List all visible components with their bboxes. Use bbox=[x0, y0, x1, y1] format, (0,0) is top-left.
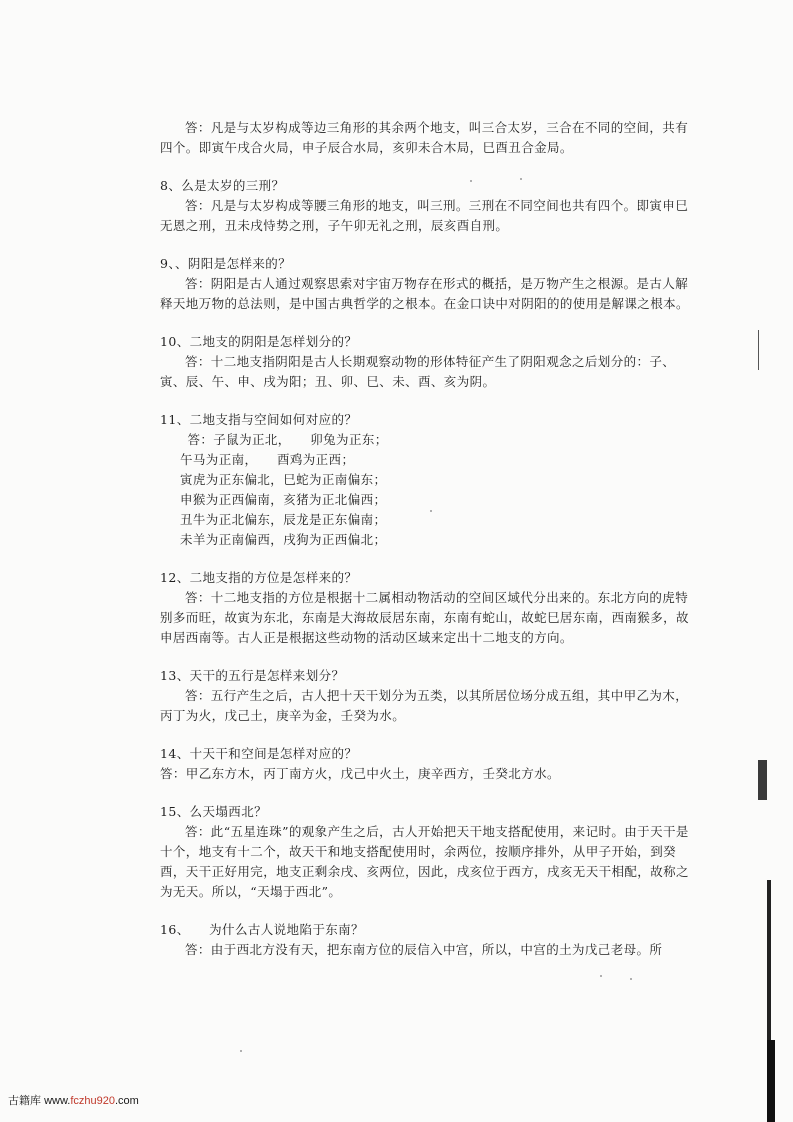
qa-block-9 bbox=[160, 254, 700, 314]
qa-block-8 bbox=[160, 176, 700, 236]
qa-block-16 bbox=[160, 920, 700, 960]
direction-line: 答：子鼠为正北， 卯兔为正东； bbox=[187, 432, 388, 447]
site-name: 古籍库 bbox=[8, 1095, 41, 1107]
scan-mark bbox=[758, 330, 759, 370]
question-heading: 14、十天干和空间是怎样对应的？ bbox=[160, 746, 358, 761]
question-heading: 10、二地支的阴阳是怎样划分的？ bbox=[160, 334, 358, 349]
direction-line: 未羊为正南偏西，戌狗为正西偏北； bbox=[180, 532, 387, 547]
qa-block-14 bbox=[160, 744, 700, 784]
site-url-suffix: .com bbox=[115, 1095, 139, 1107]
direction-line: 寅虎为正东偏北，巳蛇为正南偏东； bbox=[180, 472, 387, 487]
direction-line: 丑牛为正北偏东，辰龙是正东偏南； bbox=[180, 512, 387, 527]
qa-block-13 bbox=[160, 666, 700, 726]
question-heading: 12、二地支指的方位是怎样来的？ bbox=[160, 570, 358, 585]
question-heading: 13、天干的五行是怎样来划分？ bbox=[160, 668, 345, 683]
qa-block-12 bbox=[160, 568, 700, 648]
qa-block-15 bbox=[160, 802, 700, 902]
qa-block-intro bbox=[160, 118, 700, 158]
answer-text: 答：十二地支指的方位是根据十二属相动物活动的空间区域代分出来的。东北方向的虎特别多而旺，故寅为东北，东南是大海故辰居东南，东南有蛇山，故蛇巳居东南，西南猴多，故申居西南等。古人正是根据这些动物的活动区域来定出十二地支的方向。 bbox=[160, 590, 689, 645]
qa-block-11 bbox=[160, 410, 700, 550]
answer-text: 答：此“五星连珠”的观象产生之后，古人开始把天干地支搭配使用，来记时。由于天干是十个，地支有十二个，故天干和地支搭配使用时，余两位，按顺序排外，从甲子开始，到癸酉，天干正好用完，地支正剩余戌、亥两位，因此，戌亥位于西方，戌亥无天干相配，故称之为无天。所以，“天塌于西北”。 bbox=[160, 824, 689, 899]
question-heading: 9、、阴阳是怎样来的？ bbox=[160, 256, 292, 271]
answer-text: 答：凡是与太岁构成等腰三角形的地支，叫三刑。三刑在不同空间也共有四个。即寅申巳无恩之刑，丑未戌恃势之刑，子午卯无礼之刑，辰亥酉自刑。 bbox=[160, 198, 689, 233]
answer-text: 答：凡是与太岁构成等边三角形的其余两个地支，叫三合太岁，三合在不同的空间，共有四个。即寅午戌合火局，申子辰合水局，亥卯未合木局，巳酉丑合金局。 bbox=[160, 120, 689, 155]
question-heading: 15、么天塌西北？ bbox=[160, 804, 268, 819]
question-heading: 8、么是太岁的三刑？ bbox=[160, 178, 285, 193]
watermark-footer bbox=[8, 1092, 139, 1108]
qa-block-10 bbox=[160, 332, 700, 392]
scan-speck bbox=[630, 978, 632, 980]
direction-line: 申猴为正西偏南，亥猪为正北偏西； bbox=[180, 492, 387, 507]
answer-text: 答：由于西北方没有天，把东南方位的辰信入中宫，所以，中宫的土为戊己老母。所 bbox=[185, 942, 663, 957]
question-heading: 16、 为什么古人说地陷于东南？ bbox=[160, 922, 364, 937]
answer-text: 答：甲乙东方木，丙丁南方火，戊己中火土，庚辛西方，壬癸北方水。 bbox=[160, 766, 560, 781]
scan-mark bbox=[767, 1040, 775, 1122]
direction-line: 午马为正南， 酉鸡为正西； bbox=[180, 452, 355, 467]
answer-text: 答：十二地支指阴阳是古人长期观察动物的形体特征产生了阴阳观念之后划分的：子、寅、辰、午、申、戌为阳；丑、卯、巳、未、酉、亥为阴。 bbox=[160, 354, 676, 389]
scan-speck bbox=[240, 1050, 242, 1052]
site-url-prefix: www. bbox=[44, 1095, 71, 1107]
answer-text: 答：阴阳是古人通过观察思索对宇宙万物存在形式的概括，是万物产生之根源。是古人解释天地万物的总法则，是中国古典哲学的之根本。在金口诀中对阴阳的的使用是解课之根本。 bbox=[160, 276, 689, 311]
question-heading: 11、二地支指与空间如何对应的？ bbox=[160, 412, 358, 427]
site-url-highlight: fczhu920 bbox=[70, 1095, 115, 1107]
scan-edge-artifact bbox=[757, 0, 777, 1122]
document-body bbox=[160, 118, 700, 978]
answer-text: 答：五行产生之后，古人把十天干划分为五类，以其所居位场分成五组，其中甲乙为木，丙丁为火，戊己土，庚辛为金，壬癸为水。 bbox=[160, 688, 689, 723]
scan-mark bbox=[758, 760, 767, 800]
